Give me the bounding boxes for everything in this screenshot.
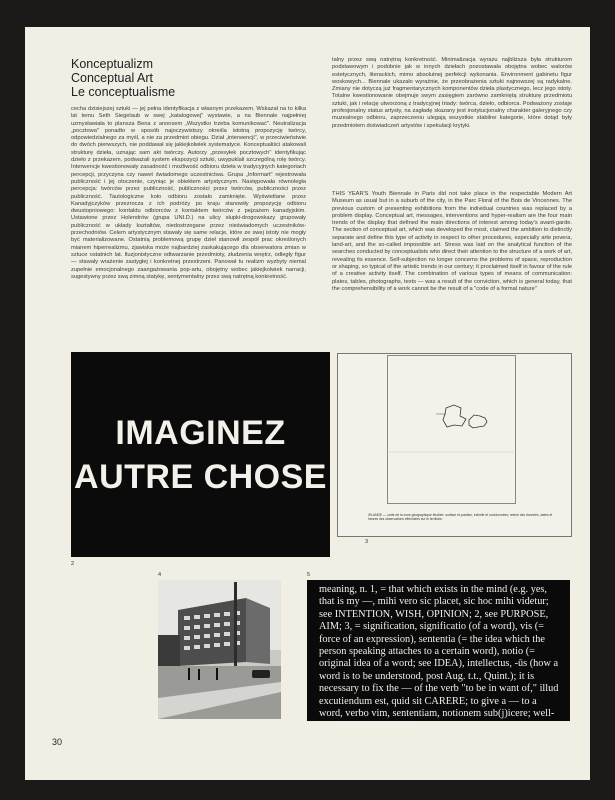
map-outline-icon	[388, 356, 515, 503]
map-frame	[387, 355, 516, 504]
english-text-column	[332, 191, 572, 293]
figure-number-4: 4	[158, 572, 162, 578]
fig2-line1: IMAGINEZ	[115, 413, 286, 452]
street-photo-image	[158, 580, 281, 719]
figure-map-plan	[337, 353, 572, 537]
heading-french: Le conceptualisme	[71, 85, 176, 99]
fig3-caption: ISLANDE — carte de la zone géographique étudiée, surface et position, échelle et coordonnées; relevé des données, dates et heures des observations effectuées sur le territoire.	[368, 513, 553, 521]
page-number: 30	[52, 737, 63, 747]
figure-number-2: 2	[71, 561, 75, 567]
heading-polish: Konceptualizm	[71, 57, 153, 71]
english-body: THIS YEAR'S Youth Biennale in Paris did not take place in the respectable Modern Art Museum as usual but in a suburb of the city, in the Parc Floral of the Bois de Vincennes. The previous custom of presenting exhibitions from the individual countries was replaced by a problem display. Conceptual art, messages, interventions and hyper-realism are the four main trends of the display that defined the main directions of interest among today's avant-garde. The section of conceptual art, which was developed the most, claimed the ambition to distinctly separate and define this type of activity in respect to other procedures, especially arte povera, land-art, and the so-called impossible art. Stress was laid on the analytical function of the searches conducted by conceptualists who direct their attention to the structure of a work of art, revealing its essence. Self-subjection no longer concerns the problems of space, reproduction or shaping, so typical of the artistic trends in our century; it proclaimed itself in favour of the rule of a creative activity itself. The combination of various types of means of communication: plates, tables, photographs, texts — was a result of the conviction, which is general today, that the comprehensibility of a work cannot be the result of a "code of a formal nature"	[332, 191, 572, 292]
polish-body-right: talny przez swą natrętną konkretność. Minimalizacja wyrazu najbliższa była strukturom podstawowym i podobnie jak w innych dziełach pozostawała obojętna wobec walorów estetycznych, literackich, mimo absolutnej perfekcji wykonania. Environment gabinetu figur woskowych... Biennale ukazało wyraźnie, że przeobrażenia sztuki najnowszej są radykalne. Zmiany nie dotyczą już fragmentarycznych komponentów dzieła plastycznego, lecz jego istoty. Totalne kwestionowanie obejmuje swym zasięgiem zarówno zamkniętą strukturę przedmiotu sztuki, jak i relację utworzoną z tradycyjnej triady: twórca, dzieło, odbiorca. Podważony zostaje profesjonalny status artysty, na zagładę skazany jest instytucjonalny charakter galeryjnego czy muzealnego odbioru, zaprzeczeniu ulegają wszystkie stabilne kategorie, które dotąd były przedmiotem doświadczeń artystów i spekulacji krytyki.	[332, 57, 572, 129]
figure-dictionary-meaning	[307, 580, 570, 732]
figure-imaginez-autre-chose	[71, 352, 330, 557]
dictionary-entry: meaning, n. 1, = that which exists in the mind (e.g. yes, that is my —, mihi vero sic placet, sic hoc mihi videtur; see INTENTION, WISH, OPINION; 2, see PURPOSE, AIM; 3, = signification, significatio (of a word), vis (= force of an expression), sententia (= the idea which the person speaking attaches to a certain word), notio (= original idea of a word; see IDEA), intellectus, -ūs (how a word is to be understood, post Aug. t.t., Quint.); it is necessary to fix the — of the verb "to be in want of," illud excutiendum est, quid sit CARERE; to give a — to a word, verbo vim, sententiam, notionem sub(j)icere; well-—, see BENEVOLENT.	[319, 584, 559, 732]
polish-text-column-continued	[332, 57, 572, 130]
figure-number-5: 5	[307, 572, 311, 578]
heading-english: Conceptual Art	[71, 71, 153, 85]
fig2-line2: AUTRE CHOSE	[74, 457, 327, 496]
polish-text-column	[71, 106, 306, 281]
article-heading	[71, 57, 251, 99]
polish-body-left: cecha dzisiejszej sztuki — jej pełna identyfikacja z własnym przekazem. Wskazał na to kilka lat temu Seth Siegelaub w swej „katalogowej" wystawie, a na Biennale najpełniej uzmysławiała to plansza Bena z anonsem „Wszystko trzeba komunikować". Neutralizacja „pocztowa" ponadto w sposób najoczywistszy określa istotną propozycję twórcy, odpowiedzialnego za myśl, a nie za przedmiot obiegu. Dział „interwencji", w przeciwieństwie do dwóch pierwszych, nie poddawał się jakiejkolwiek systematyce. Konceptualiści atakowali strukturę dzieła, uznając sam akt twórczy. Autorzy „przesyłek pocztowych" identyfikując dzieło z przekazem, podważali system ekspozycji sztuki, uwypuklali szczególną rolę twórcy. Interwencje kwestionowały zasadność i możliwość odbioru dzieła w tradycyjnych kategoriach percepcji, przyczyna czy nawet świadomego uczestnictwa. Grupa „Informart" rejestrowała publiczność i jej otoczenie, czyniąc je obiektem artystycznym. Następowała równoległa percepcja: twórców przez publiczność, publiczności przez twórców, publiczności przez publiczność. Tautologiczne koło odbioru zostało zamknięte. Wyświetlane przez Kanadyjczyków przezrocza z ich podróży po kraju stanowiły propozycję odbioru dwustopniowego: kontaktu odbiorców z kontaktem twórców z pejzażem kanadyjskim. Ustawione przez Holendrów (grupa UNI.D.) na ulicy słupki-drogowskazy grupowały publiczność w układy kształtów, niedostrzegane przez nieświadomych uczestników-przechodniów. Celem artystycznym stawały się same relacje, które ze swej istoty nie mogły być materializowane. Ostatnią problemową grupę dzieł stanowił zespół prac określonych mianem hiperrealizmu, zjawiska może najbardziej zaskakującego dla obserwatora zmian w sztuce ostatnich lat. Iluzjonistyczne odtwarzanie przedmioty, złudzenia wnętrz, odległy figur — stawały wrażenie zastygłej i konkretnej przestrzeni. Panował tu realizm wyzbyty niemal zupełnie emocjonalnego zaangażowania pop-artu, obojętny wobec jakiejkolwiek narracji, sugestywny przez swą zimną statykę, sentymentalny przez swą natrętną konkretność.	[71, 106, 306, 280]
figure-street-photo	[158, 580, 281, 719]
figure-number-3: 3	[365, 539, 369, 545]
